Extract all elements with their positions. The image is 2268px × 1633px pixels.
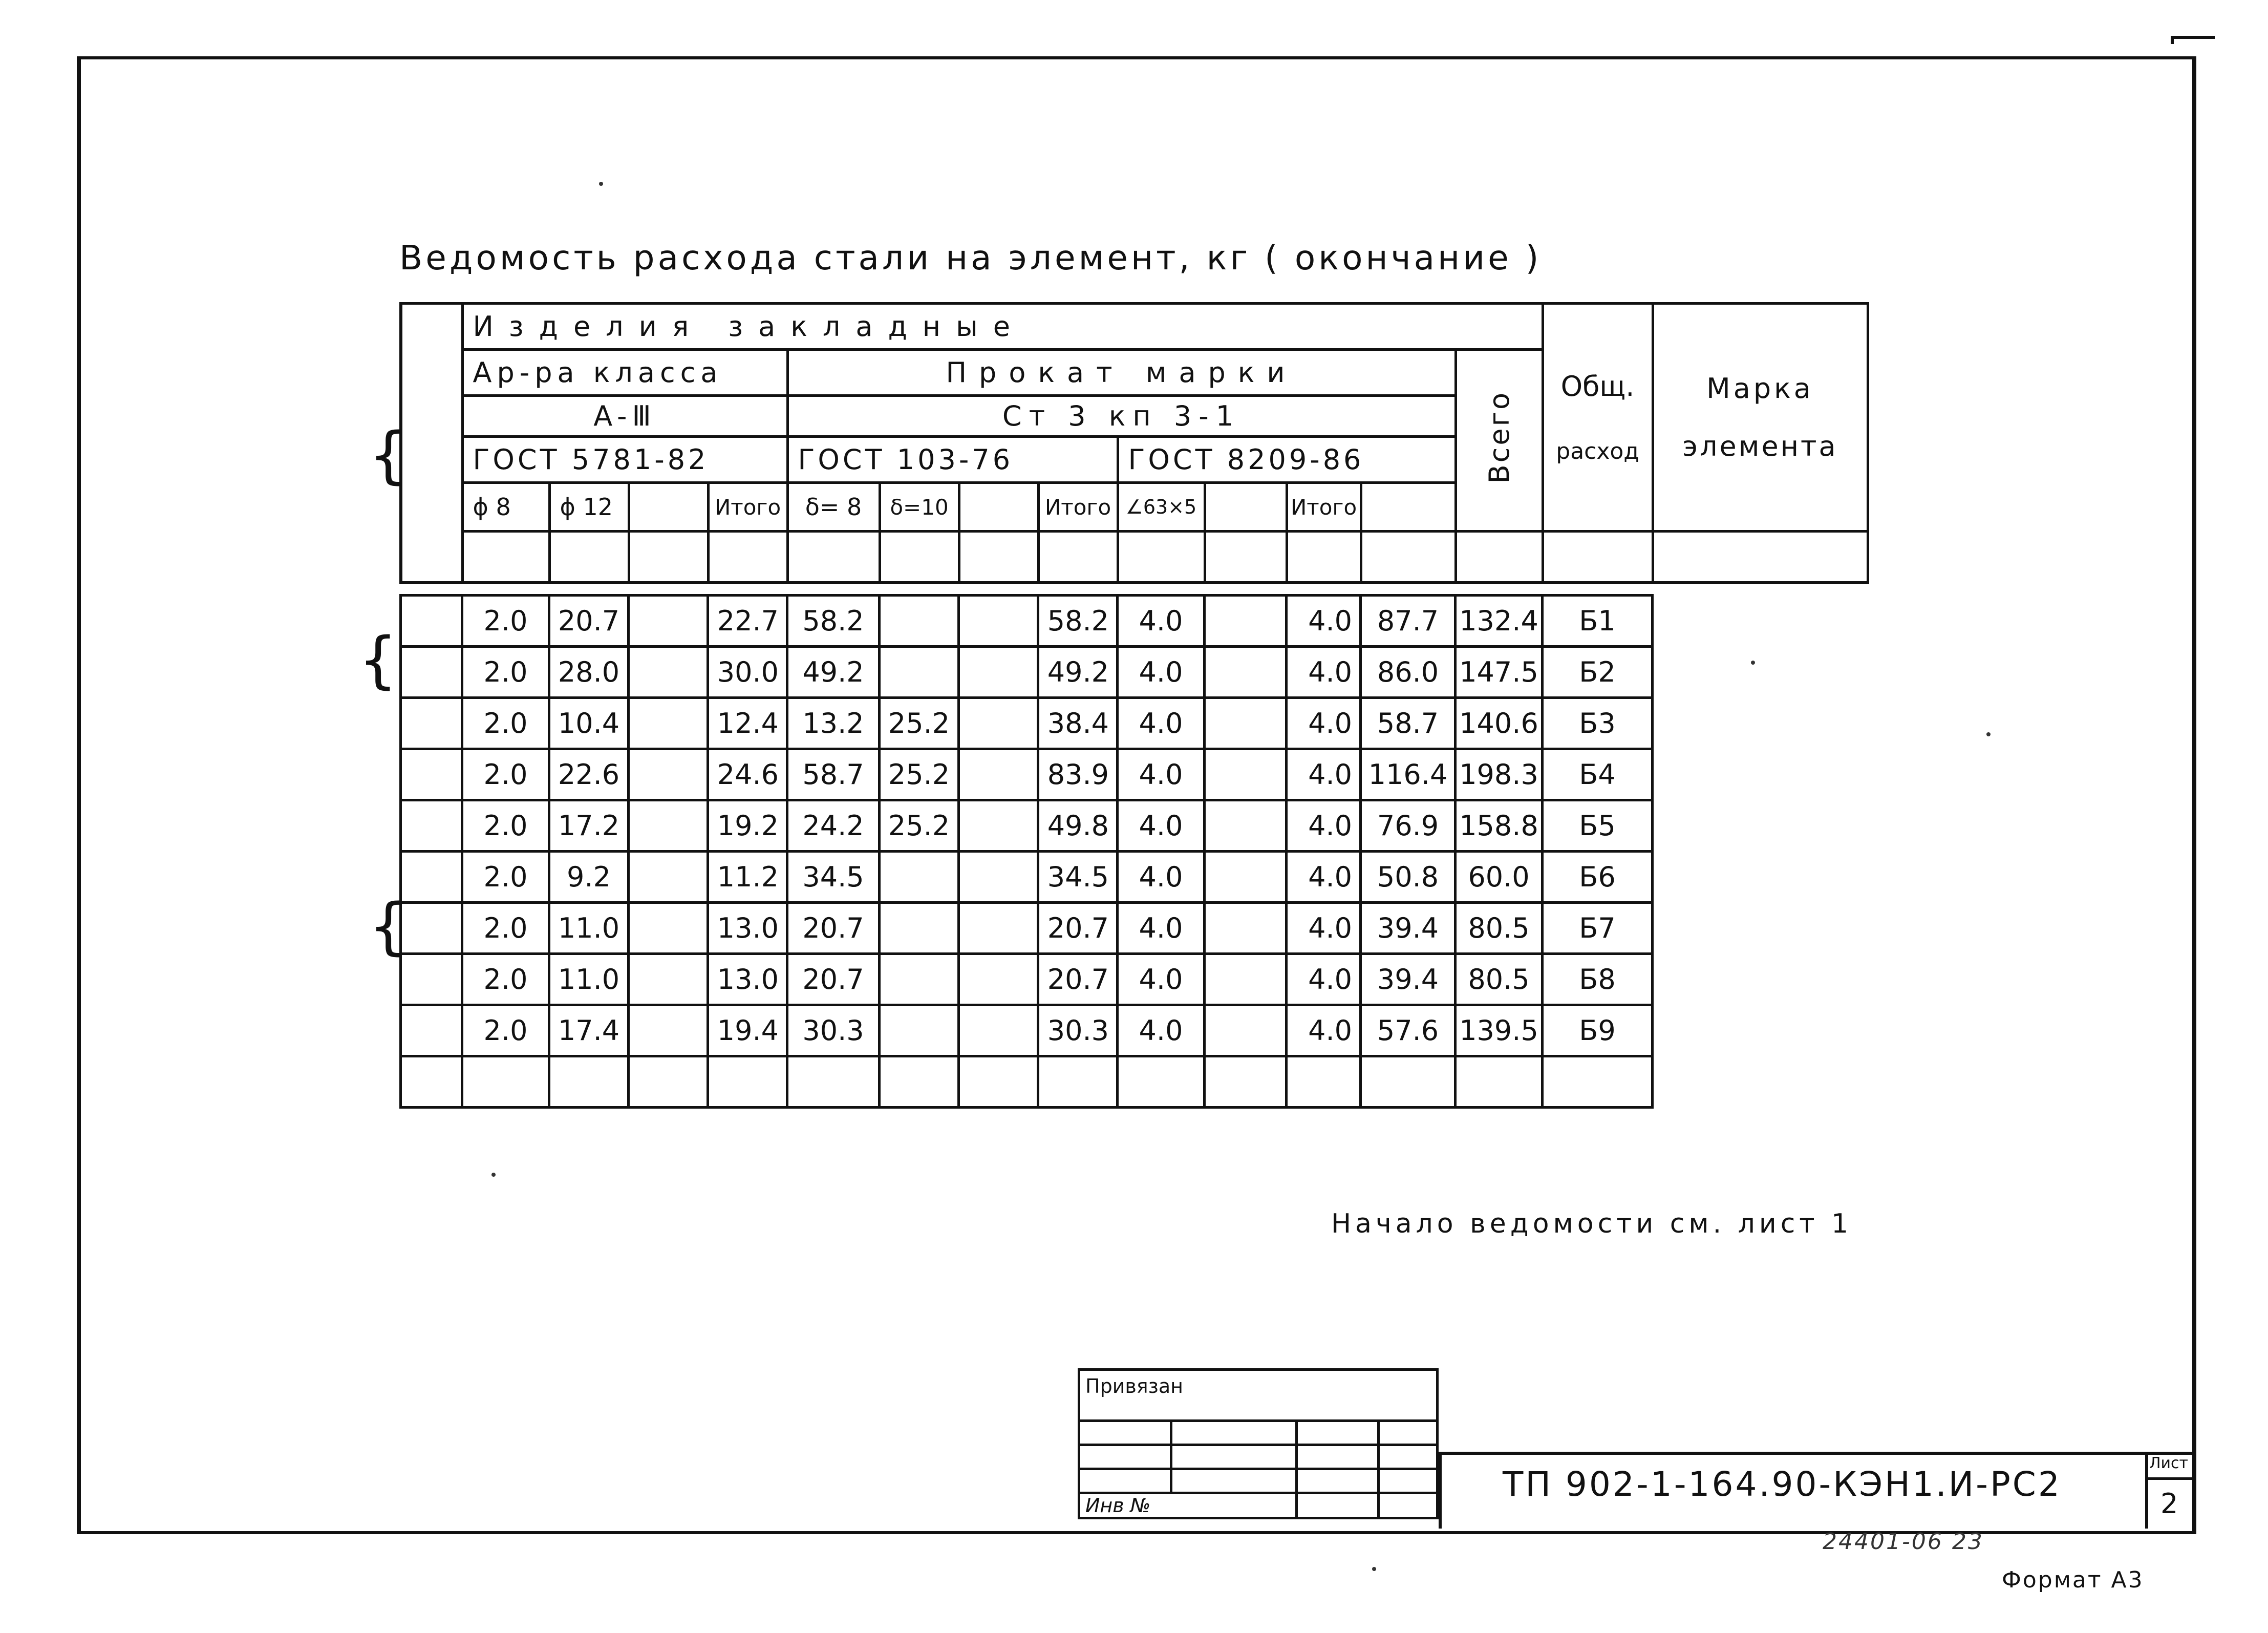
- cell: [1205, 1056, 1287, 1108]
- col-phi12: ϕ 12: [549, 483, 629, 532]
- cell-delta8: 24.2: [787, 800, 880, 852]
- cell: [549, 532, 629, 583]
- table-row: [401, 954, 1868, 1005]
- cell-overall: 198.3: [1456, 749, 1543, 800]
- scan-speck: [1372, 1567, 1376, 1571]
- mark-header: [1653, 304, 1868, 532]
- rolled-grade: Ст 3 кп 3-1: [787, 396, 1456, 437]
- cell-rebar-total: 11.2: [708, 852, 787, 903]
- table-row: [401, 800, 1868, 852]
- cell-total: 116.4: [1361, 749, 1456, 800]
- cell: [708, 532, 787, 583]
- cell-angle-total: 4.0: [1287, 800, 1361, 852]
- cell-phi8: 2.0: [462, 749, 549, 800]
- cell: [1543, 532, 1653, 583]
- cell-empty: [959, 800, 1038, 852]
- linked-label: Привязан: [1079, 1370, 1438, 1421]
- cell-plate-total: 58.2: [1038, 596, 1118, 647]
- cell-overall: 147.5: [1456, 647, 1543, 698]
- col-angle-total: Итого: [1287, 483, 1361, 532]
- cell-empty: [1205, 1005, 1287, 1056]
- cell-rebar-total: 19.2: [708, 800, 787, 852]
- title-block-stamp: [1078, 1368, 1439, 1519]
- stamp-cell: [1379, 1445, 1438, 1469]
- cell: [708, 1056, 787, 1108]
- table-row: [401, 852, 1868, 903]
- stamp-cell: [1297, 1493, 1379, 1518]
- stamp-cell: [1379, 1421, 1438, 1445]
- cell-delta8: 13.2: [787, 698, 880, 749]
- cell-empty: [629, 749, 708, 800]
- table-row-empty-bottom: [401, 1056, 1868, 1108]
- stamp-cell: [1079, 1445, 1171, 1469]
- cell-empty: [1205, 903, 1287, 954]
- cell-empty: [959, 596, 1038, 647]
- left-margin-cell: [401, 852, 462, 903]
- cell-angle: 4.0: [1118, 852, 1205, 903]
- cell-delta10: [880, 852, 959, 903]
- cell-angle-total: 4.0: [1287, 749, 1361, 800]
- cell-empty: [959, 852, 1038, 903]
- cell-overall: 132.4: [1456, 596, 1543, 647]
- cell-phi8: 2.0: [462, 800, 549, 852]
- cell-delta8: 58.2: [787, 596, 880, 647]
- left-margin-cell: [401, 800, 462, 852]
- cell-angle-total: 4.0: [1287, 903, 1361, 954]
- table-row: [401, 647, 1868, 698]
- cell: [462, 1056, 549, 1108]
- stamp-cell: [1297, 1445, 1379, 1469]
- cell-angle: 4.0: [1118, 749, 1205, 800]
- cell-mark: Б3: [1543, 698, 1653, 749]
- cell-phi8: 2.0: [462, 596, 549, 647]
- cell-angle: 4.0: [1118, 596, 1205, 647]
- page-title: Ведомость расхода стали на элемент, кг ( окончание ): [399, 238, 1542, 278]
- col-delta8: δ= 8: [787, 483, 880, 532]
- cell: [880, 532, 959, 583]
- cell-empty: [1205, 852, 1287, 903]
- total-header: [1456, 350, 1543, 532]
- cell-plate-total: 49.8: [1038, 800, 1118, 852]
- stamp-cell: [1297, 1469, 1379, 1493]
- sheet-number: 2: [2160, 1488, 2178, 1520]
- cell-empty: [629, 954, 708, 1005]
- cell: [1118, 532, 1205, 583]
- cell-phi12: 10.4: [549, 698, 629, 749]
- cell-phi12: 20.7: [549, 596, 629, 647]
- cell-total: 87.7: [1361, 596, 1456, 647]
- rebar-gost: ГОСТ 5781-82: [462, 437, 787, 483]
- left-margin-cell: [401, 647, 462, 698]
- cell: [629, 532, 708, 583]
- left-margin-cell: [401, 698, 462, 749]
- left-margin-cell: [401, 903, 462, 954]
- cell-angle-total: 4.0: [1287, 698, 1361, 749]
- break-mark-3: {: [369, 891, 408, 962]
- overall-header-line2: расход: [1556, 438, 1639, 464]
- cell-rebar-total: 30.0: [708, 647, 787, 698]
- cell-empty: [959, 647, 1038, 698]
- cell-overall: 80.5: [1456, 903, 1543, 954]
- cell-empty: [1205, 596, 1287, 647]
- cell-delta8: 34.5: [787, 852, 880, 903]
- cell-overall: 60.0: [1456, 852, 1543, 903]
- overall-header-line1: Общ.: [1560, 370, 1635, 402]
- table-row: [401, 698, 1868, 749]
- cell-angle-total: 4.0: [1287, 647, 1361, 698]
- table-row: [401, 1005, 1868, 1056]
- stamp-cell: [1079, 1421, 1171, 1445]
- stamp-cell: [1171, 1469, 1297, 1493]
- cell-phi12: 17.2: [549, 800, 629, 852]
- cell: [1543, 1056, 1653, 1108]
- cell-angle: 4.0: [1118, 800, 1205, 852]
- cell: [549, 1056, 629, 1108]
- archive-number: 24401-06 23: [1823, 1529, 1984, 1555]
- cell-angle-total: 4.0: [1287, 852, 1361, 903]
- cell-phi8: 2.0: [462, 647, 549, 698]
- document-code: ТП 902-1-164.90-КЭН1.И-РС2: [1503, 1465, 2062, 1504]
- cell-overall: 140.6: [1456, 698, 1543, 749]
- rolled-gost-1: ГОСТ 103-76: [787, 437, 1118, 483]
- table-row: [401, 903, 1868, 954]
- cell-angle-total: 4.0: [1287, 1005, 1361, 1056]
- statement-note: Начало ведомости см. лист 1: [1331, 1208, 1853, 1239]
- cell-plate-total: 30.3: [1038, 1005, 1118, 1056]
- cell-plate-total: 83.9: [1038, 749, 1118, 800]
- cell: [959, 532, 1038, 583]
- cell-mark: Б2: [1543, 647, 1653, 698]
- scan-speck: [1986, 732, 1991, 736]
- cell-phi12: 11.0: [549, 903, 629, 954]
- cell-empty: [1205, 954, 1287, 1005]
- stamp-cell: [1379, 1469, 1438, 1493]
- left-margin-cell: [401, 749, 462, 800]
- cell-total: 39.4: [1361, 903, 1456, 954]
- cell-angle: 4.0: [1118, 1005, 1205, 1056]
- cell-angle: 4.0: [1118, 954, 1205, 1005]
- cell-mark: Б6: [1543, 852, 1653, 903]
- cell-angle: 4.0: [1118, 647, 1205, 698]
- cell-plate-total: 20.7: [1038, 954, 1118, 1005]
- cell-phi12: 22.6: [549, 749, 629, 800]
- cell-phi12: 28.0: [549, 647, 629, 698]
- cell-rebar-total: 19.4: [708, 1005, 787, 1056]
- cell-empty: [629, 903, 708, 954]
- cell-delta10: [880, 903, 959, 954]
- cell-phi8: 2.0: [462, 903, 549, 954]
- col-plate-total: Итого: [1038, 483, 1118, 532]
- paper-format: Формат А3: [2002, 1567, 2144, 1593]
- cell-overall: 139.5: [1456, 1005, 1543, 1056]
- cell-delta10: [880, 1005, 959, 1056]
- cell-phi12: 11.0: [549, 954, 629, 1005]
- inventory-label: Инв №: [1079, 1493, 1297, 1518]
- cell-angle: 4.0: [1118, 698, 1205, 749]
- cell-mark: Б5: [1543, 800, 1653, 852]
- left-margin-cell: [401, 304, 462, 583]
- cell-empty: [629, 1005, 708, 1056]
- cell-delta8: 30.3: [787, 1005, 880, 1056]
- cell: [1205, 532, 1287, 583]
- rebar-class-label: Ар-ра класса: [462, 350, 787, 396]
- total-header-text: Всего: [1483, 390, 1515, 484]
- cell: [1287, 532, 1361, 583]
- scan-speck: [491, 1173, 496, 1177]
- cell: [1038, 532, 1118, 583]
- cell-overall: 80.5: [1456, 954, 1543, 1005]
- cell-plate-total: 34.5: [1038, 852, 1118, 903]
- cell: [1456, 1056, 1543, 1108]
- cell-phi8: 2.0: [462, 852, 549, 903]
- cell-overall: 158.8: [1456, 800, 1543, 852]
- cell-rebar-total: 13.0: [708, 903, 787, 954]
- cell-total: 86.0: [1361, 647, 1456, 698]
- cell-empty: [1205, 800, 1287, 852]
- mark-header-line1: Марка: [1706, 372, 1814, 405]
- cell: [1361, 532, 1456, 583]
- cell-empty: [629, 800, 708, 852]
- table-row: [401, 596, 1868, 647]
- cell-empty: [959, 903, 1038, 954]
- overall-header: [1543, 304, 1653, 532]
- cell-total: 57.6: [1361, 1005, 1456, 1056]
- cell: [880, 1056, 959, 1108]
- cell-mark: Б1: [1543, 596, 1653, 647]
- mark-header-line2: элемента: [1682, 430, 1838, 462]
- cell-rebar-total: 24.6: [708, 749, 787, 800]
- cell-delta8: 20.7: [787, 954, 880, 1005]
- left-margin-cell: [401, 596, 462, 647]
- stamp-cell: [1297, 1421, 1379, 1445]
- col-rebar-total: Итого: [708, 483, 787, 532]
- cell-empty: [1205, 698, 1287, 749]
- cell-empty: [629, 647, 708, 698]
- sheet-divider: [2145, 1477, 2196, 1480]
- scan-speck: [599, 182, 603, 186]
- break-mark-1: {: [369, 420, 408, 491]
- stamp-cell: [1171, 1445, 1297, 1469]
- left-margin-cell: [401, 954, 462, 1005]
- cell-rebar-total: 12.4: [708, 698, 787, 749]
- cell-phi8: 2.0: [462, 954, 549, 1005]
- table-row: [401, 749, 1868, 800]
- cell: [787, 532, 880, 583]
- cell: [1118, 1056, 1205, 1108]
- cell-total: 39.4: [1361, 954, 1456, 1005]
- break-mark-2: {: [358, 625, 398, 696]
- steel-table: [399, 302, 1869, 584]
- cell-delta8: 58.7: [787, 749, 880, 800]
- cell-mark: Б9: [1543, 1005, 1653, 1056]
- cell-empty: [1205, 647, 1287, 698]
- cell: [1038, 1056, 1118, 1108]
- stamp-cell: [1379, 1493, 1438, 1518]
- cell-phi12: 9.2: [549, 852, 629, 903]
- col-phi8: ϕ 8: [462, 483, 549, 532]
- cell-empty: [629, 596, 708, 647]
- cell-delta10: [880, 596, 959, 647]
- cell-delta10: [880, 954, 959, 1005]
- rebar-class: A-Ⅲ: [462, 396, 787, 437]
- cell-empty: [959, 749, 1038, 800]
- sheet-label: Лист: [2149, 1454, 2189, 1472]
- stamp-cell: [1171, 1421, 1297, 1445]
- cell-phi8: 2.0: [462, 698, 549, 749]
- cell: [787, 1056, 880, 1108]
- cell-rebar-total: 22.7: [708, 596, 787, 647]
- col-empty-2: [959, 483, 1038, 532]
- cell-phi12: 17.4: [549, 1005, 629, 1056]
- stamp-cell: [1079, 1469, 1171, 1493]
- cell-angle-total: 4.0: [1287, 596, 1361, 647]
- cell-empty: [629, 698, 708, 749]
- steel-table-data: [399, 594, 1869, 1109]
- cell-mark: Б7: [1543, 903, 1653, 954]
- table-row-empty-top: [401, 532, 1868, 583]
- products-header: Изделия закладные: [462, 304, 1543, 350]
- cell-empty: [959, 1005, 1038, 1056]
- cell-mark: Б8: [1543, 954, 1653, 1005]
- col-angle: ∠63×5: [1118, 483, 1205, 532]
- cell: [959, 1056, 1038, 1108]
- cell-rebar-total: 13.0: [708, 954, 787, 1005]
- col-empty-3: [1205, 483, 1287, 532]
- corner-mark: [2171, 36, 2215, 44]
- cell-angle: 4.0: [1118, 903, 1205, 954]
- cell-delta8: 49.2: [787, 647, 880, 698]
- cell-empty: [959, 954, 1038, 1005]
- cell-delta10: 25.2: [880, 800, 959, 852]
- col-empty-1: [629, 483, 708, 532]
- cell: [629, 1056, 708, 1108]
- cell-delta8: 20.7: [787, 903, 880, 954]
- cell-plate-total: 49.2: [1038, 647, 1118, 698]
- cell-delta10: 25.2: [880, 698, 959, 749]
- cell-delta10: [880, 647, 959, 698]
- cell: [401, 1056, 462, 1108]
- cell-empty: [959, 698, 1038, 749]
- cell: [1653, 532, 1868, 583]
- cell-delta10: 25.2: [880, 749, 959, 800]
- cell: [462, 532, 549, 583]
- cell-total: 50.8: [1361, 852, 1456, 903]
- scan-speck: [1751, 661, 1755, 665]
- left-margin-cell: [401, 1005, 462, 1056]
- cell-total: 76.9: [1361, 800, 1456, 852]
- cell: [1361, 1056, 1456, 1108]
- cell-total: 58.7: [1361, 698, 1456, 749]
- col-delta10: δ=10: [880, 483, 959, 532]
- cell-angle-total: 4.0: [1287, 954, 1361, 1005]
- cell-mark: Б4: [1543, 749, 1653, 800]
- rolled-gost-2: ГОСТ 8209-86: [1118, 437, 1456, 483]
- cell-plate-total: 38.4: [1038, 698, 1118, 749]
- cell-phi8: 2.0: [462, 1005, 549, 1056]
- cell-empty: [1205, 749, 1287, 800]
- cell: [1456, 532, 1543, 583]
- cell-empty: [629, 852, 708, 903]
- cell: [1287, 1056, 1361, 1108]
- rolled-label: Прокат марки: [787, 350, 1456, 396]
- cell-plate-total: 20.7: [1038, 903, 1118, 954]
